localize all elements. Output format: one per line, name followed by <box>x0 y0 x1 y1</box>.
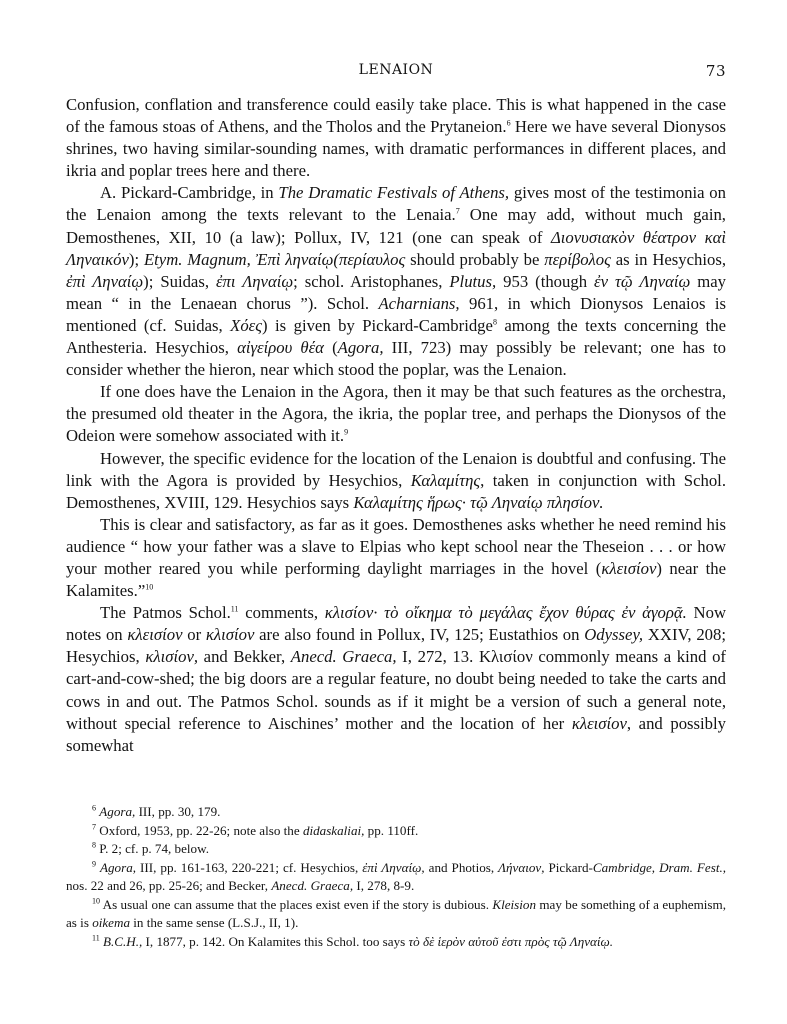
footnote-number: 9 <box>92 859 96 869</box>
text: and Bekker, <box>198 647 291 667</box>
greek-text: ἐν τῷ Ληναίῳ <box>594 271 691 291</box>
footnotes <box>66 803 726 951</box>
text: ); <box>128 249 144 269</box>
greek-text: Καλαμίτης <box>410 470 481 490</box>
text: gives most of the testimonia on the Lenaion among the texts relevant to the Lenaia. <box>66 183 726 225</box>
greek-text: Λήναιον, <box>498 859 545 875</box>
text: This is clear and satisfactory, as far as it goes. Demosthenes asks whether he need remind his audience “ how your father was a slave to Elpias who kept school near the Theseion . . . or how your mother reared you while performing daylight marriages in the hovel ( <box>66 514 726 578</box>
text: may be something of a euphemism, as is <box>66 896 726 930</box>
text: Now notes on <box>66 603 727 645</box>
text: 961, in which Dionysos Lenaios is mentioned (cf. Suidas, <box>66 293 726 335</box>
text: ); Suidas, <box>143 271 216 291</box>
footnote-10 <box>66 896 726 933</box>
text: I, 1877, p. 142. On Kalamites this Schol. too says <box>142 933 409 949</box>
text: III, pp. 161-163, 220-221; cf. Hesychios, <box>136 859 363 875</box>
text: I, 278, 8-9. <box>353 878 415 893</box>
text: are also found in Pollux, IV, 125; Eustathios on <box>254 625 585 645</box>
footnote-9 <box>66 859 726 896</box>
footnote-ref: 6 <box>506 118 511 128</box>
paragraph-5 <box>66 514 726 602</box>
text: should probably be <box>405 249 545 269</box>
greek-text: Κλισίον <box>478 647 533 667</box>
footnote-7 <box>66 822 726 841</box>
text: and Photios, <box>424 859 499 875</box>
footnote-ref: 11 <box>230 604 239 614</box>
text: If one does have the Lenaion in the Agora, then it may be that such features as the orchestra, the presumed old theater in the Agora, the ikria, the poplar tree, and perhaps the Dionysos of the Odeion were somehow associated with it. <box>66 382 726 446</box>
running-head <box>66 62 726 82</box>
greek-text: αἰγείρου θέα <box>237 338 324 358</box>
paragraph-4 <box>66 448 726 514</box>
greek-text: Ἐπὶ ληναίῳ(περίαυλος <box>255 249 406 269</box>
paragraph-2 <box>66 182 726 381</box>
greek-text: Χόες <box>230 315 263 335</box>
greek-text: κλεισίον <box>601 558 657 578</box>
greek-text: κλεισίον <box>127 625 183 645</box>
text: The Patmos Schol. <box>100 603 231 623</box>
italic-word: oikema <box>92 915 130 930</box>
text: 953 (though <box>496 271 595 291</box>
footnote-ref: 10 <box>145 582 154 592</box>
paragraph-3 <box>66 381 726 447</box>
text: pp. 110ff. <box>364 822 419 838</box>
italic-title: Etym. Magnum, <box>143 249 251 269</box>
footnote-number: 6 <box>92 803 96 813</box>
greek-text: ἐπὶ Ληναίῳ <box>66 271 144 291</box>
text: , taken in conjunction with Schol. Demosthenes, XVIII, 129. Hesychios says <box>66 470 726 512</box>
running-title: LENAION <box>358 62 434 78</box>
italic-title: Agora, <box>99 804 136 819</box>
text: One may add, without much gain, Demosthenes, XII, 10 (a law); Pollux, IV, 121 (one can speak of <box>66 205 726 247</box>
text: III, pp. 30, 179. <box>135 804 221 819</box>
text: nos. 22 and 26, pp. 25-26; and Becker, <box>66 878 272 893</box>
text: as in Hesychios, <box>610 249 727 269</box>
italic-word: Kleision <box>492 896 536 912</box>
italic-title: Agora, <box>337 338 384 358</box>
text: ( <box>323 338 338 358</box>
footnote-6 <box>66 803 726 822</box>
paragraph-1 <box>66 94 726 182</box>
greek-text: τὸ δὲ ἱερὸν αὐτοῦ ἐστι πρὸς τῷ Ληναίῳ. <box>408 933 614 949</box>
text: A. Pickard-Cambridge, in <box>100 183 279 203</box>
italic-title: The Dramatic Festivals of Athens, <box>278 183 510 203</box>
paragraph-6 <box>66 602 726 757</box>
footnote-11 <box>66 933 726 952</box>
greek-text: Διονυσιακὸν θέατρον καὶ Ληναικόν <box>66 227 726 269</box>
footnote-number: 8 <box>92 840 96 850</box>
text: in the same sense (L.S.J., II, 1). <box>130 915 299 930</box>
italic-title: Anecd. Graeca, <box>271 878 354 893</box>
text: ) near the Kalamites.” <box>66 558 726 601</box>
footnote-ref: 9 <box>344 427 349 437</box>
greek-text: ἐπὶ Ληναίῳ, <box>362 859 425 875</box>
text: among the texts concerning the Anthesteria. Hesychios, <box>66 315 726 358</box>
text: XXIV, 208; Hesychios, <box>66 625 726 667</box>
body-text <box>66 94 726 757</box>
greek-text: περίβολος <box>544 249 611 269</box>
footnote-number: 7 <box>92 822 96 832</box>
greek-text: ἐπι Ληναίῳ <box>215 271 294 291</box>
page-number: 73 <box>705 62 726 80</box>
text: or <box>182 625 206 645</box>
text: , and possibly somewhat <box>66 713 726 755</box>
text: ; schol. Aristophanes, <box>293 271 450 291</box>
italic-title: Cambridge, Dram. Fest., <box>592 859 726 875</box>
greek-text: Καλαμίτης ἥρως· τῷ Ληναίῳ πλησίον. <box>353 492 604 512</box>
text: commonly means a kind of cart-and-cow-shed; the big doors are a regular feature, no doubt being needed to take the carts and cows in and out. The Patmos Schol. sounds as if it might be a version of such a general note, without special reference to Aischines’ mother and the location of her <box>66 647 726 733</box>
text: I, 272, 13. <box>396 647 479 667</box>
text: Oxford, 1953, pp. 22-26; note also the <box>96 822 303 838</box>
italic-title: B.C.H., <box>102 933 143 949</box>
italic-title: Anecd. Graeca, <box>290 647 397 667</box>
text: As usual one can assume that the places exist even if the story is dubious. <box>100 896 493 912</box>
text: III, 723) may possibly be relevant; one has to consider whether the hieron, near which stood the poplar, was the Lenaion. <box>66 338 726 380</box>
footnote-ref: 7 <box>455 206 460 216</box>
italic-title: Agora, <box>100 859 137 875</box>
italic-title: Plutus, <box>449 271 497 291</box>
greek-text: κλεισίον <box>571 713 627 733</box>
greek-text: κλισίον· τὸ οἴκημα τὸ μεγάλας ἔχον θύρας ἐν ἀγορᾷ. <box>324 603 687 623</box>
text: Pickard- <box>544 859 593 875</box>
text: may mean “ in the Lenaean chorus ”). Schol. <box>66 271 726 313</box>
footnote-number: 11 <box>92 933 100 943</box>
text: ) is given by Pickard-Cambridge <box>262 315 493 335</box>
footnote-8 <box>66 840 726 859</box>
footnote-ref: 8 <box>492 317 497 327</box>
text: Here we have several Dionysos shrines, two having similar-sounding names, with dramatic performances in different places, and ikria and poplar trees here and there. <box>66 117 726 181</box>
text: P. 2; cf. p. 74, below. <box>96 841 209 856</box>
italic-title: Acharnians, <box>378 293 460 313</box>
greek-text: κλισίον, <box>145 647 199 667</box>
text: comments, <box>238 603 325 623</box>
text: However, the specific evidence for the location of the Lenaion is doubtful and confusing. The link with the Agora is provided by Hesychios, <box>66 448 726 490</box>
footnote-number: 10 <box>92 896 100 906</box>
italic-title: didaskaliai, <box>302 822 365 838</box>
italic-title: Odyssey, <box>584 625 644 645</box>
text: Confusion, conflation and transference could easily take place. This is what happened in the case of the famous stoas of Athens, and the Tholos and the Prytaneion. <box>66 95 726 137</box>
greek-text: κλισίον <box>205 625 255 645</box>
